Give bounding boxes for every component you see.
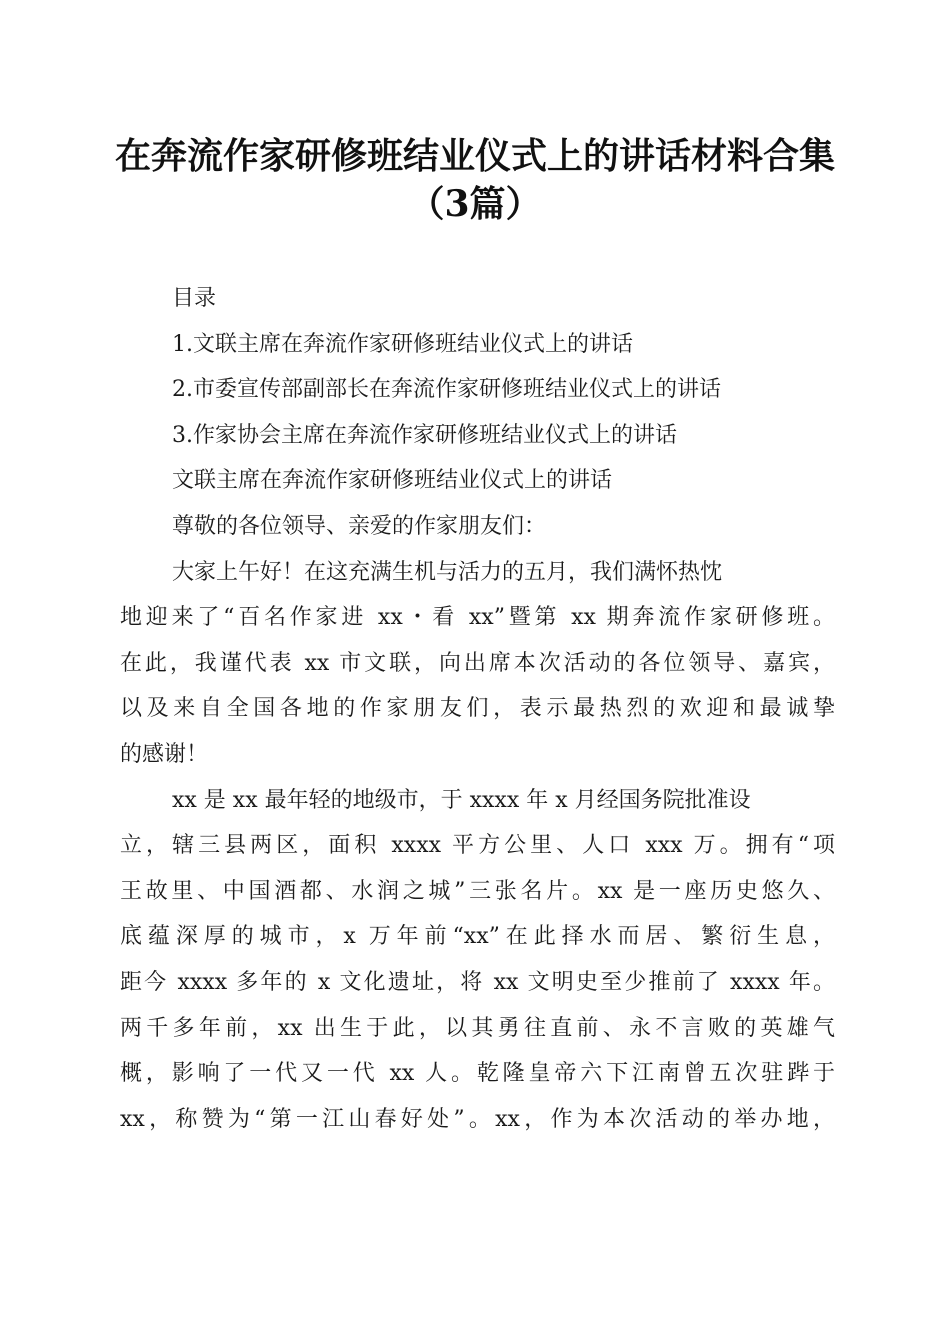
toc-item: 3.作家协会主席在奔流作家研修班结业仪式上的讲话 [172,422,677,448]
paragraph-2-line: 距今 xxxx 多年的 x 文化遗址，将 xx 文明史至少推前了 xxxx 年。 [120,969,835,995]
paragraph-2-line: xx 是 xx 最年轻的地级市，于 xxxx 年 x 月经国务院批准设 [172,787,751,813]
paragraph-1-line: 地迎来了“百名作家进 xx・看 xx”暨第 xx 期奔流作家研修班。 [120,605,835,631]
document-title [0,132,950,228]
section-title: 文联主席在奔流作家研修班结业仪式上的讲话 [172,468,613,494]
paragraph-2-line: 立，辖三县两区，面积 xxxx 平方公里、人口 xxx 万。拥有“项 [120,833,835,859]
document-body [120,276,835,1142]
toc-item: 1.文联主席在奔流作家研修班结业仪式上的讲话 [172,331,633,357]
paragraph-2-line: xx，称赞为“第一江山春好处”。xx，作为本次活动的举办地， [120,1106,835,1132]
title-line-2: （3篇） [408,183,542,225]
paragraph-2-line: 概，影响了一代又一代 xx 人。乾隆皇帝六下江南曾五次驻跸于 [120,1061,835,1087]
paragraph-1-line: 以及来自全国各地的作家朋友们，表示最热烈的欢迎和最诚挚 [120,696,835,722]
paragraph-2-line: 底蕴深厚的城市，x 万年前“xx”在此择水而居、繁衍生息， [120,924,835,950]
paragraph-1-line: 的感谢！ [120,741,209,767]
paragraph-1-line: 在此，我谨代表 xx 市文联，向出席本次活动的各位领导、嘉宾， [120,650,835,676]
paragraph-2-line: 两千多年前，xx 出生于此，以其勇往直前、永不言败的英雄气 [120,1015,835,1041]
title-line-1: 在奔流作家研修班结业仪式上的讲话材料合集 [114,135,835,177]
toc-item: 2.市委宣传部副部长在奔流作家研修班结业仪式上的讲话 [172,377,721,403]
paragraph-1-line: 大家上午好！在这充满生机与活力的五月，我们满怀热忱 [172,559,723,585]
paragraph-2-line: 王故里、中国酒都、水润之城”三张名片。xx 是一座历史悠久、 [120,878,835,904]
salutation: 尊敬的各位领导、亲爱的作家朋友们： [172,513,547,539]
toc-heading: 目录 [172,286,217,311]
